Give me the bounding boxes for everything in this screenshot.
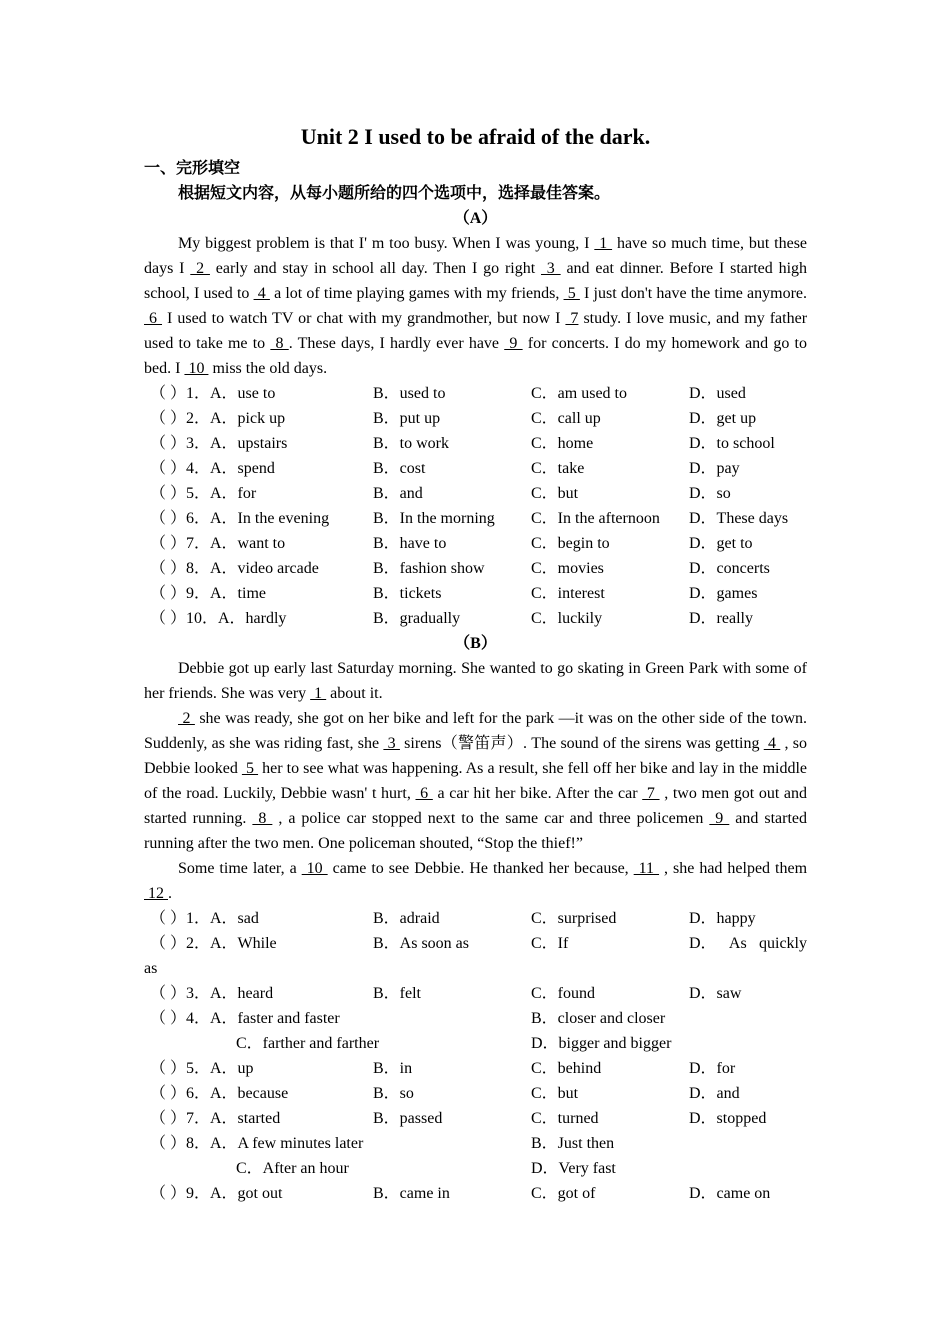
passage-a-questions [144,381,807,631]
question-row: （ ）6．A．In the evening B．In the morning C．In the afternoon D．These days [150,510,789,527]
passage-a-text: My biggest problem is that I' m too busy. When I was young, I 1 have so much time, but these days I 2 early and stay in school all day. Then I go right 3 and eat dinner. Before I started high school, I used to 4 a lot of time playing games with my friends, 5 I just don't have the time anymore. 6 I used to watch TV or chat with my grandmother, but now I 7 study. I love music, and my father used to take me to 8 . These days, I hardly ever have 9 for concerts. I do my homework and go to bed. I 10 miss the old days. [144,235,808,377]
question-row: （ ）1．A．sad B．adraid C．surprised D．happy [150,910,756,927]
question-row: （ ）8．A．A few minutes later B．Just then [150,1135,615,1152]
blank-a-1: 1 [594,235,613,252]
question-row: （ ）5．A．for B．and C．but D．so [150,485,731,502]
page-title: Unit 2 I used to be afraid of the dark. [300,124,651,149]
passage-b-label: （B） [454,635,497,652]
question-row: （ ）5．A．up B．in C．behind D．for [150,1060,736,1077]
blank-b-10: 10 [301,860,328,877]
blank-b-1: 1 [310,685,327,702]
question-row-cont: C．farther and farther D．bigger and bigger [236,1035,672,1052]
blank-b-7: 7 [642,785,660,802]
passage-b-paragraph-3: Some time later, a 10 came to see Debbie. He thanked her because, 11 , she had helped them 12 . [144,860,808,902]
section-heading: 一、完形填空 [144,160,241,177]
question-row: （ ）7．A．want to B．have to C．begin to D．get to [150,535,753,552]
question-row-wrap: as [144,960,158,977]
question-row: （ ）9．A．got out B．came in C．got of D．came on [150,1185,771,1202]
question-row: （ ）4．A．spend B．cost C．take D．pay [150,460,740,477]
blank-b-2: 2 [178,710,195,727]
blank-a-3: 3 [540,260,561,277]
worksheet-page [144,118,807,1206]
passage-b-paragraph-1: Debbie got up early last Saturday morning. She wanted to go skating in Green Park with some of her friends. She was very 1 about it. [144,660,807,702]
blank-b-3: 3 [383,735,400,752]
section-instruction: 根据短文内容，从每小题所给的四个选项中，选择最佳答案。 [178,185,611,202]
blank-a-6: 6 [144,310,163,327]
question-row: （ ）6．A．because B．so C．but D．and [150,1085,740,1102]
passage-b-paragraph-2: 2 she was ready, she got on her bike and left for the park —it was on the other side of the town. Suddenly, as she was riding fast, she 3 sirens（警笛声）. The sound of the sirens was getting 4 , so Debbie looked 5 her to see what was happening. As a result, she fell off her bike and lay in the middle of the road. Luckily, Debbie wasn' t hurt, 6 a car hit her bike. After the car 7 , two men got out and started running. 8 , a police car stopped next to the same car and three policemen 9 and started running after the two men. One policeman shouted, “Stop the thief!” [144,710,808,852]
blank-b-8: 8 [252,810,273,827]
blank-b-6: 6 [415,785,433,802]
blank-a-9: 9 [504,335,523,352]
blank-a-7: 7 [565,310,579,327]
blank-a-2: 2 [190,260,210,277]
blank-b-12: 12 [144,885,168,902]
question-row: （ ）10．A．hardly B．gradually C．luckily D．really [150,610,753,627]
question-row: （ ）3．A．upstairs B．to work C．home D．to school [150,435,775,452]
question-row: （ ）2．A．pick up B．put up C．call up D．get up [150,410,757,427]
blank-a-5: 5 [563,285,580,302]
question-row: （ ）3．A．heard B．felt C．found D．saw [150,985,742,1002]
blank-b-4: 4 [763,735,781,752]
question-row: （ ）2．A．While B．As soon as C．If D． As quickly [150,935,807,952]
blank-b-5: 5 [241,760,259,777]
blank-b-11: 11 [633,860,660,877]
blank-b-9: 9 [709,810,730,827]
question-row: （ ）7．A．started B．passed C．turned D．stopped [150,1110,767,1127]
question-row: （ ）4．A．faster and faster B．closer and closer [150,1010,666,1027]
question-row: （ ）1．A．use to B．used to C．am used to D．used [150,385,746,402]
question-row: （ ）9．A．time B．tickets C．interest D．games [150,585,758,602]
blank-a-10: 10 [184,360,209,377]
blank-a-8: 8 [270,335,289,352]
passage-a-label: （A） [453,210,498,227]
blank-a-4: 4 [253,285,270,302]
passage-b-questions [144,906,807,1206]
question-row: （ ）8．A．video arcade B．fashion show C．movies D．concerts [150,560,770,577]
question-row-cont: C．After an hour D．Very fast [236,1160,616,1177]
